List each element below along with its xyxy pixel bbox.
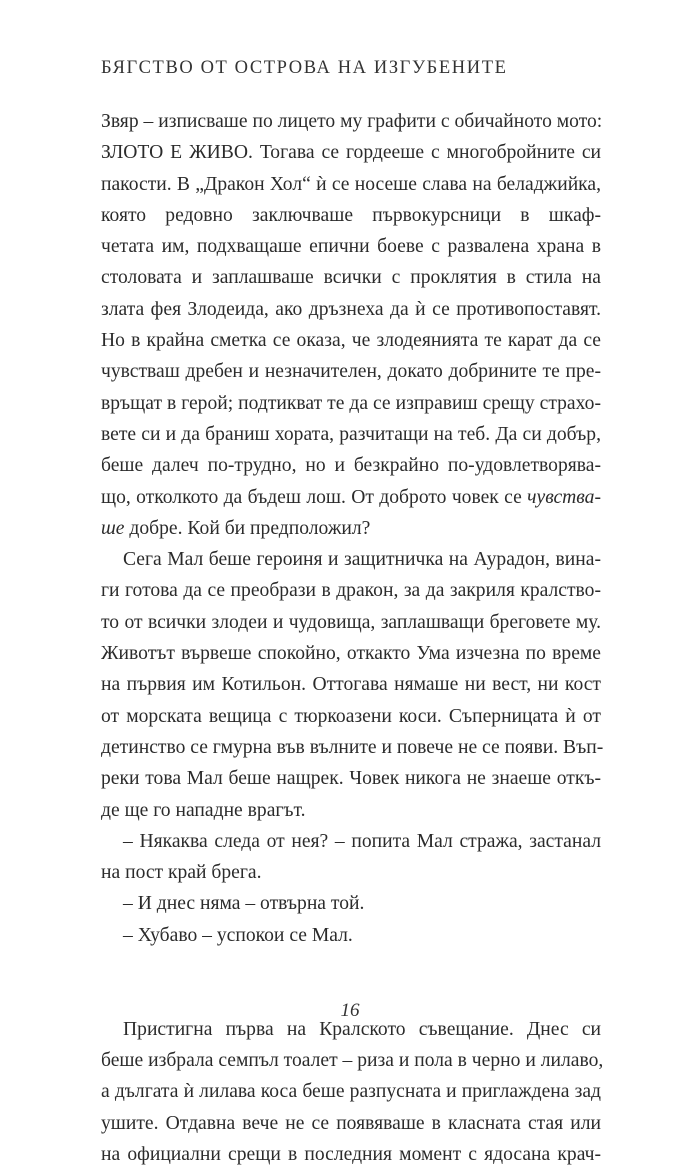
- text-line: на пост край брега.: [101, 862, 262, 884]
- text-line: детинство се гмурна във вълните и повече не се появи. Въп-: [101, 736, 604, 758]
- text-line: ги готова да се преобрази в дракон, за да закриля кралство-: [101, 580, 601, 602]
- italic-word: чувства-: [527, 486, 601, 508]
- text-line: чувстваш дребен и незначителен, докато добрините те пре-: [101, 361, 601, 383]
- text-line: която редовно заключваше първокурсници в шкаф-: [101, 204, 601, 226]
- text-line: Но в крайна сметка се оказа, че злодеянията те карат да се: [101, 330, 601, 352]
- text-line: Животът вървеше спокойно, откакто Ума изчезна по време: [101, 643, 601, 665]
- italic-word: ше: [101, 517, 125, 539]
- text-line: ушите. Отдавна вече не се появяваше в класната стая или: [101, 1112, 601, 1134]
- text-line: Пристигна първа на Кралското съвещание. Днес си: [123, 1018, 601, 1040]
- text-line-with-italic: [101, 482, 601, 513]
- text-line: на официални срещи в последния момент с ядосана крач-: [101, 1143, 601, 1165]
- running-title: БЯГСТВО ОТ ОСТРОВА НА ИЗГУБЕНИТЕ: [101, 58, 508, 78]
- dialogue-line: – Някаква следа от нея? – попита Мал стража, застанал: [123, 830, 601, 852]
- text-line-with-italic: [101, 513, 601, 544]
- text-line: а дългата ѝ лилава коса беше разпусната и приглаждена зад: [101, 1081, 601, 1103]
- text-line: връщат в герой; подтикват те да се изправиш срещу страхо-: [101, 392, 601, 414]
- text-line: столовата и заплашваше всички с проклятия в стила на: [101, 267, 601, 289]
- line-text: що, отколкото да бъдеш лош. От доброто човек се: [101, 486, 528, 508]
- text-line: четата им, подхващаше епични боеве с развалена храна в: [101, 236, 601, 258]
- text-line: то от всички злодеи и чудовища, заплашващи бреговете му.: [101, 611, 601, 633]
- text-line: от морската вещица с тюркоазени коси. Съперницата ѝ от: [101, 705, 601, 727]
- text-line: Звяр – изписваше по лицето му графити с обичайното мото:: [101, 111, 603, 132]
- text-line: злата фея Злодеида, ако дръзнеха да ѝ се противопоставят.: [101, 298, 601, 320]
- text-line: беше далеч по-трудно, но и безкрайно по-удовлетворява-: [101, 455, 601, 477]
- text-line: ЗЛОТО Е ЖИВО. Тогава се гордееше с многобройните си: [101, 142, 601, 164]
- dialogue-line: – И днес няма – отвърна той.: [123, 893, 365, 915]
- dialogue-line: – Хубаво – успокои се Мал.: [123, 924, 353, 946]
- text-line: де ще го нападне врагът.: [101, 799, 306, 821]
- page-number: 16: [340, 1000, 360, 1021]
- text-line: реки това Мал беше нащрек. Човек никога не знаеше откъ-: [101, 768, 601, 790]
- line-text: добре. Кой би предположил?: [124, 517, 371, 539]
- text-line: на първия им Котильон. Оттогава нямаше ни вест, ни кост: [101, 674, 601, 696]
- text-line: пакости. В „Дракон Хол“ ѝ се носеше слава на беладжийка,: [101, 173, 601, 195]
- text-line: вете си и да браниш хората, разчитащи на теб. Да си добър,: [101, 423, 601, 445]
- text-line: беше избрала семпъл тоалет – риза и пола в черно и лилаво,: [101, 1049, 604, 1071]
- text-line: Сега Мал беше героиня и защитничка на Аурадон, вина-: [123, 549, 601, 571]
